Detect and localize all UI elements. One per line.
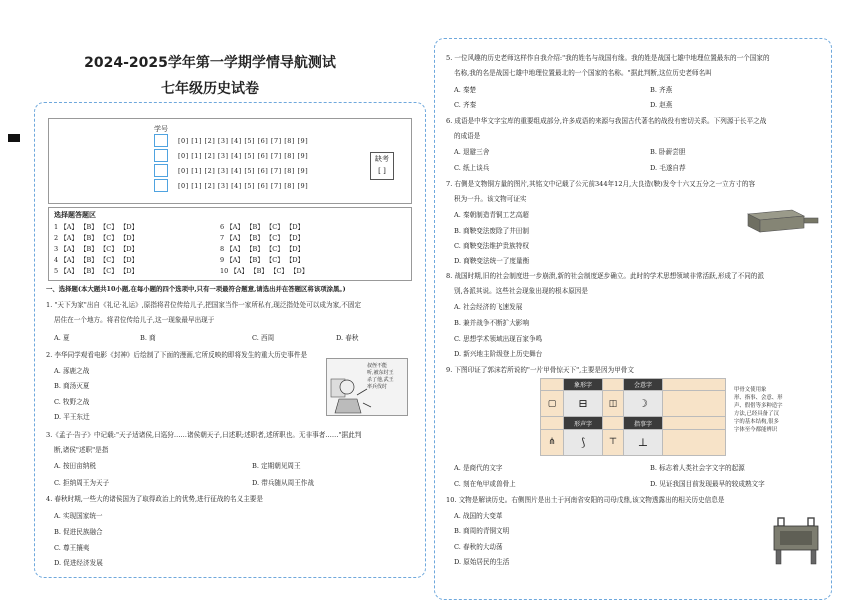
q1-line: 居住在一个地方。将君位传给儿子,这一现象最早出现于 xyxy=(54,316,215,324)
comic-caption: 叔侄不能 xyxy=(367,363,388,369)
q8-line: 8. 战国时期,旧的社会制度进一步崩溃,新的社会制度逐步确立。此时的学术思想领域非常活跃,形成了不同的派 xyxy=(446,272,764,280)
q3-option[interactable]: A. 按田亩纳税 xyxy=(54,462,96,470)
q6-option[interactable]: C. 纸上谈兵 xyxy=(454,164,490,172)
q7-line: 7. 右侧是文物铜方量的图片,其铭文中记载了公元前344年12月,大良造(鞅)发令十六又五分之一立方寸的容 xyxy=(446,180,756,188)
q1-option[interactable]: B. 商 xyxy=(140,334,156,342)
q9-option[interactable]: D. 见证我国目前发现最早的较成熟文字 xyxy=(650,480,765,488)
comic-illustration xyxy=(326,358,408,416)
q10-option[interactable]: C. 春秋的大动荡 xyxy=(454,543,503,551)
answer-row[interactable]: 10 【A】 【B】 【C】 【D】 xyxy=(220,267,309,275)
answer-row[interactable]: 6 【A】 【B】 【C】 【D】 xyxy=(220,223,305,231)
glyph-cell: ☽ xyxy=(624,391,663,417)
q8-option[interactable]: C. 思想学术领域出现百家争鸣 xyxy=(454,335,543,343)
q8-option[interactable]: A. 社会经济的飞速发展 xyxy=(454,303,523,311)
q4-line: 4. 春秋时期,一些大的诸侯国为了取得政治上的优势,进行征战的名义主要是 xyxy=(46,495,263,503)
q4-option[interactable]: D. 促进经济发展 xyxy=(54,559,103,567)
table-header: 会意字 xyxy=(624,379,663,391)
answer-rows-right xyxy=(220,222,308,277)
q1-option[interactable]: D. 春秋 xyxy=(336,334,359,342)
q9-option[interactable]: C. 刻在龟甲或兽骨上 xyxy=(454,480,516,488)
q10-option[interactable]: B. 商周的青铜文明 xyxy=(454,527,510,535)
glyph-cell: ▢ xyxy=(541,391,564,417)
q7-option[interactable]: B. 商鞅变法废除了井田制 xyxy=(454,227,529,235)
glyph-cell: ⟆ xyxy=(564,429,603,455)
comic-caption: 杀了他,武王 xyxy=(367,377,394,383)
q6-option[interactable]: B. 卧薪尝胆 xyxy=(650,148,686,156)
id-cell[interactable] xyxy=(154,149,168,162)
answer-row[interactable]: 1 【A】 【B】 【C】 【D】 xyxy=(54,223,139,231)
answer-row[interactable]: 9 【A】 【B】 【C】 【D】 xyxy=(220,256,305,264)
q5-option[interactable]: A. 秦楚 xyxy=(454,86,477,94)
q9-line: 9. 下图印证了郭沫若所说的"一片甲骨惊天下",主要是因为甲骨文 xyxy=(446,366,634,374)
q5-line: 5. 一位风趣的历史老师这样作自我介绍:"我的姓名与战国有缘。我的姓是战国七雄中地理位置最东的一个国家的 xyxy=(446,54,770,62)
q10-option[interactable]: A. 战国的大变革 xyxy=(454,512,503,520)
answer-area-title: 选择题答题区 xyxy=(54,210,96,219)
q9-option[interactable]: B. 标志着人类社会字文字的起源 xyxy=(650,464,745,472)
student-id-label: 学号 xyxy=(154,125,168,133)
note-line: 字体至今都能辨识 xyxy=(734,427,778,433)
q3-option[interactable]: C. 拒纳周王为天子 xyxy=(54,479,110,487)
absent-bracket: [ ] xyxy=(378,167,386,175)
table-header: 形声字 xyxy=(564,417,603,429)
absent-box[interactable] xyxy=(370,152,394,180)
id-cell[interactable] xyxy=(154,164,168,177)
note-line: 方法,已经具备了汉 xyxy=(734,411,779,417)
glyph-cell: ⊥ xyxy=(624,429,663,455)
glyph-cell: ◫ xyxy=(603,391,624,417)
glyph-cell xyxy=(663,429,726,455)
position-marker xyxy=(8,134,20,142)
q8-line: 别,各派其说。这些社会现象出现的根本原因是 xyxy=(454,287,588,295)
q4-option[interactable]: B. 促进民族融合 xyxy=(54,528,103,536)
answer-row[interactable]: 2 【A】 【B】 【C】 【D】 xyxy=(54,234,139,242)
answer-row[interactable]: 5 【A】 【B】 【C】 【D】 xyxy=(54,267,139,275)
q8-option[interactable]: B. 兼并战争不断扩大影响 xyxy=(454,319,529,327)
q7-option[interactable]: C. 商鞅变法维护贵族特权 xyxy=(454,242,529,250)
q5-option[interactable]: D. 赵燕 xyxy=(650,101,673,109)
q8-option[interactable]: D. 新兴地主阶级登上历史舞台 xyxy=(454,350,543,358)
table-cell xyxy=(603,379,624,391)
exam-title: 2024-2025学年第一学期学情导航测试 xyxy=(84,55,336,71)
id-cell[interactable] xyxy=(154,179,168,192)
q3-line: 断,诸侯"述职"是指 xyxy=(54,446,109,454)
q1-line: 1. "天下为家"出自《礼记·礼运》,原指将君位传给儿子,把国家当作一家所私有,现泛指处处可以成为家,不固定 xyxy=(46,301,362,309)
q5-line: 名称,我的名是战国七雄中地理位置最北的一个国家的名称。"据此判断,这位历史老师名叫 xyxy=(454,69,712,77)
q2-line: 2. 李华同学观看电影《封神》后绘制了下面的漫画,它所反映的即将发生的重大历史事件是 xyxy=(46,351,308,359)
table-cell xyxy=(663,417,726,429)
q2-option[interactable]: A. 涿鹿之战 xyxy=(54,367,90,375)
note-line: 声、假借等多种造字 xyxy=(734,403,783,409)
bronze-ding-image xyxy=(770,516,822,566)
q2-option[interactable]: D. 平王东迁 xyxy=(54,413,90,421)
table-header: 指事字 xyxy=(624,417,663,429)
id-row-4: [0] [1] [2] [3] [4] [5] [6] [7] [8] [9] xyxy=(178,182,309,190)
q7-option[interactable]: D. 商鞅变法统一了度量衡 xyxy=(454,257,530,265)
q7-option[interactable]: A. 秦朝制造青铜工艺高超 xyxy=(454,211,529,219)
q5-option[interactable]: C. 齐秦 xyxy=(454,101,477,109)
exam-subtitle: 七年级历史试卷 xyxy=(161,81,259,97)
q1-option[interactable]: C. 西周 xyxy=(252,334,275,342)
section-instructions: 一、选择题(本大题共10小题,在每小题的四个选项中,只有一项最符合题意,请选出并在答题区将该项涂黑。) xyxy=(46,285,346,293)
q10-option[interactable]: D. 原始居民的生活 xyxy=(454,558,510,566)
glyph-cell: ⊤ xyxy=(603,429,624,455)
note-line: 形、指事、会意、形 xyxy=(734,395,783,401)
q9-option[interactable]: A. 是商代的文字 xyxy=(454,464,503,472)
note-line: 甲骨文使用象 xyxy=(734,387,767,393)
id-cell[interactable] xyxy=(154,134,168,147)
q7-line: 积为一升。该文物可证实 xyxy=(454,195,527,203)
oracle-bone-note xyxy=(734,386,783,434)
q2-option[interactable]: B. 商汤灭夏 xyxy=(54,382,90,390)
table-cell xyxy=(663,379,726,391)
q6-option[interactable]: A. 退避三舍 xyxy=(454,148,490,156)
table-cell xyxy=(541,379,564,391)
q6-line: 6. 成语是中华文字宝库的重要组成部分,许多成语的来源与我国古代著名的战役有密切关系。下列源于长平之战 xyxy=(446,117,767,125)
answer-rows-left xyxy=(54,222,138,277)
id-row-3: [0] [1] [2] [3] [4] [5] [6] [7] [8] [9] xyxy=(178,167,309,175)
answer-row[interactable]: 3 【A】 【B】 【C】 【D】 xyxy=(54,245,139,253)
id-cells xyxy=(154,134,168,192)
q4-option[interactable]: C. 尊王攘夷 xyxy=(54,544,90,552)
glyph-cell: ⋔ xyxy=(541,429,564,455)
comic-caption: 听,被东纣王 xyxy=(367,370,394,376)
absent-label: 缺考 xyxy=(375,155,389,163)
table-cell xyxy=(541,417,564,429)
note-line: 字的基本结构,很多 xyxy=(734,419,779,425)
q5-option[interactable]: B. 齐燕 xyxy=(650,86,673,94)
q3-option[interactable]: D. 带兵随从周王作战 xyxy=(252,479,314,487)
q3-line: 3.《孟子·告子》中记载:"天子适诸侯,曰巡狩……诸侯朝天子,曰述职;述职者,述所职也。无非事者……"据此判 xyxy=(46,431,362,439)
table-cell xyxy=(603,417,624,429)
q1-option[interactable]: A. 夏 xyxy=(54,334,70,342)
id-row-1: [0] [1] [2] [3] [4] [5] [6] [7] [8] [9] xyxy=(178,137,309,145)
q6-line: 的成语是 xyxy=(454,132,481,140)
q3-option[interactable]: B. 定期朝见周王 xyxy=(252,462,301,470)
glyph-cell: ⊟ xyxy=(564,391,603,417)
glyph-cell xyxy=(663,391,726,417)
q6-option[interactable]: D. 毛遂自荐 xyxy=(650,164,686,172)
table-header: 象形字 xyxy=(564,379,603,391)
student-id-box xyxy=(48,118,412,204)
q10-line: 10. 文物是解读历史。右侧图片是出土于河南省安阳的司母戊鼎,该文物透露出的相关历史信息是 xyxy=(446,496,725,504)
answer-row[interactable]: 4 【A】 【B】 【C】 【D】 xyxy=(54,256,139,264)
q4-option[interactable]: A. 实现国家统一 xyxy=(54,512,103,520)
comic-caption: 率兵伐纣 xyxy=(367,384,388,390)
answer-row[interactable]: 7 【A】 【B】 【C】 【D】 xyxy=(220,234,305,242)
oracle-bone-table xyxy=(540,378,726,456)
answer-row[interactable]: 8 【A】 【B】 【C】 【D】 xyxy=(220,245,305,253)
q2-option[interactable]: C. 牧野之战 xyxy=(54,398,90,406)
bronze-measure-image xyxy=(744,204,820,234)
id-row-2: [0] [1] [2] [3] [4] [5] [6] [7] [8] [9] xyxy=(178,152,309,160)
